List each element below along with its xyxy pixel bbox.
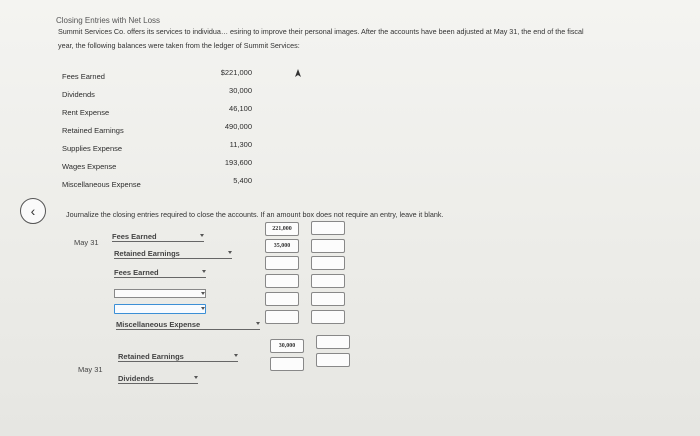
ledger-account: Wages Expense	[62, 162, 117, 171]
ledger-balances	[62, 68, 262, 194]
intro-line-1: Summit Services Co. offers its services to individua… esiring to improve their personal images. After the accounts have been adjusted at May 31, the end of the fiscal	[58, 27, 584, 36]
debit-input[interactable]	[270, 357, 304, 371]
ledger-row	[62, 104, 262, 122]
mouse-cursor-icon	[294, 68, 302, 81]
ledger-account: Supplies Expense	[62, 144, 123, 153]
debit-input[interactable]	[265, 310, 299, 324]
caret-down-icon	[234, 354, 238, 357]
intro-line-2: year, the following balances were taken from the ledger of Summit Services:	[58, 41, 300, 50]
ledger-account: Retained Earnings	[62, 126, 124, 135]
account-select[interactable]: Retained Earnings	[114, 249, 232, 259]
debit-input[interactable]	[265, 292, 299, 306]
ledger-row	[62, 68, 262, 86]
credit-input[interactable]: 35,000	[265, 239, 299, 253]
credit-input[interactable]	[311, 292, 345, 306]
entry1-date: May 31	[74, 238, 99, 247]
account-select[interactable]: Retained Earnings	[118, 352, 238, 362]
ledger-amount: 490,000	[224, 122, 252, 131]
ledger-row	[62, 86, 262, 104]
account-select[interactable]	[114, 304, 206, 314]
ledger-account: Miscellaneous Expense	[62, 180, 141, 189]
back-button[interactable]	[20, 198, 46, 224]
ledger-row	[62, 176, 262, 194]
ledger-amount: 46,100	[229, 104, 252, 113]
caret-down-icon	[200, 234, 204, 237]
caret-down-icon	[201, 307, 205, 310]
account-select[interactable]: Fees Earned	[114, 268, 206, 278]
ledger-row	[62, 158, 262, 176]
debit-input[interactable]	[265, 274, 299, 288]
ledger-account: Rent Expense	[62, 108, 110, 117]
ledger-account: Dividends	[62, 90, 95, 99]
credit-input[interactable]	[311, 256, 345, 270]
caret-down-icon	[202, 270, 206, 273]
problem-title: Closing Entries with Net Loss	[56, 16, 161, 25]
ledger-amount: 30,000	[229, 86, 252, 95]
ledger-row	[62, 140, 262, 158]
caret-down-icon	[201, 292, 205, 295]
account-select[interactable]: Miscellaneous Expense	[116, 320, 260, 330]
caret-down-icon	[194, 376, 198, 379]
chevron-left-icon: ‹	[30, 203, 36, 219]
debit-input[interactable]	[265, 256, 299, 270]
ledger-account: Fees Earned	[62, 72, 105, 81]
entry2-date: May 31	[78, 365, 103, 374]
credit-input[interactable]	[311, 239, 345, 253]
credit-input[interactable]	[316, 335, 350, 349]
ledger-amount: 11,300	[229, 140, 252, 149]
ledger-amount: 193,600	[224, 158, 252, 167]
debit-input[interactable]: 30,000	[270, 339, 304, 353]
account-select[interactable]: Dividends	[118, 374, 198, 384]
ledger-amount: 5,400	[233, 176, 252, 185]
credit-input[interactable]	[311, 221, 345, 235]
credit-input[interactable]	[311, 274, 345, 288]
account-select[interactable]: Fees Earned	[112, 232, 204, 242]
caret-down-icon	[228, 251, 232, 254]
caret-down-icon	[256, 322, 260, 325]
debit-input[interactable]: 221,000	[265, 222, 299, 236]
account-select[interactable]	[114, 289, 206, 298]
ledger-amount: $221,000	[220, 68, 252, 77]
instruction-text: Journalize the closing entries required to close the accounts. If an amount box does not require an entry, leave it blank.	[66, 210, 444, 219]
ledger-row	[62, 122, 262, 140]
credit-input[interactable]	[311, 310, 345, 324]
credit-input[interactable]	[316, 353, 350, 367]
problem-intro	[58, 25, 698, 53]
